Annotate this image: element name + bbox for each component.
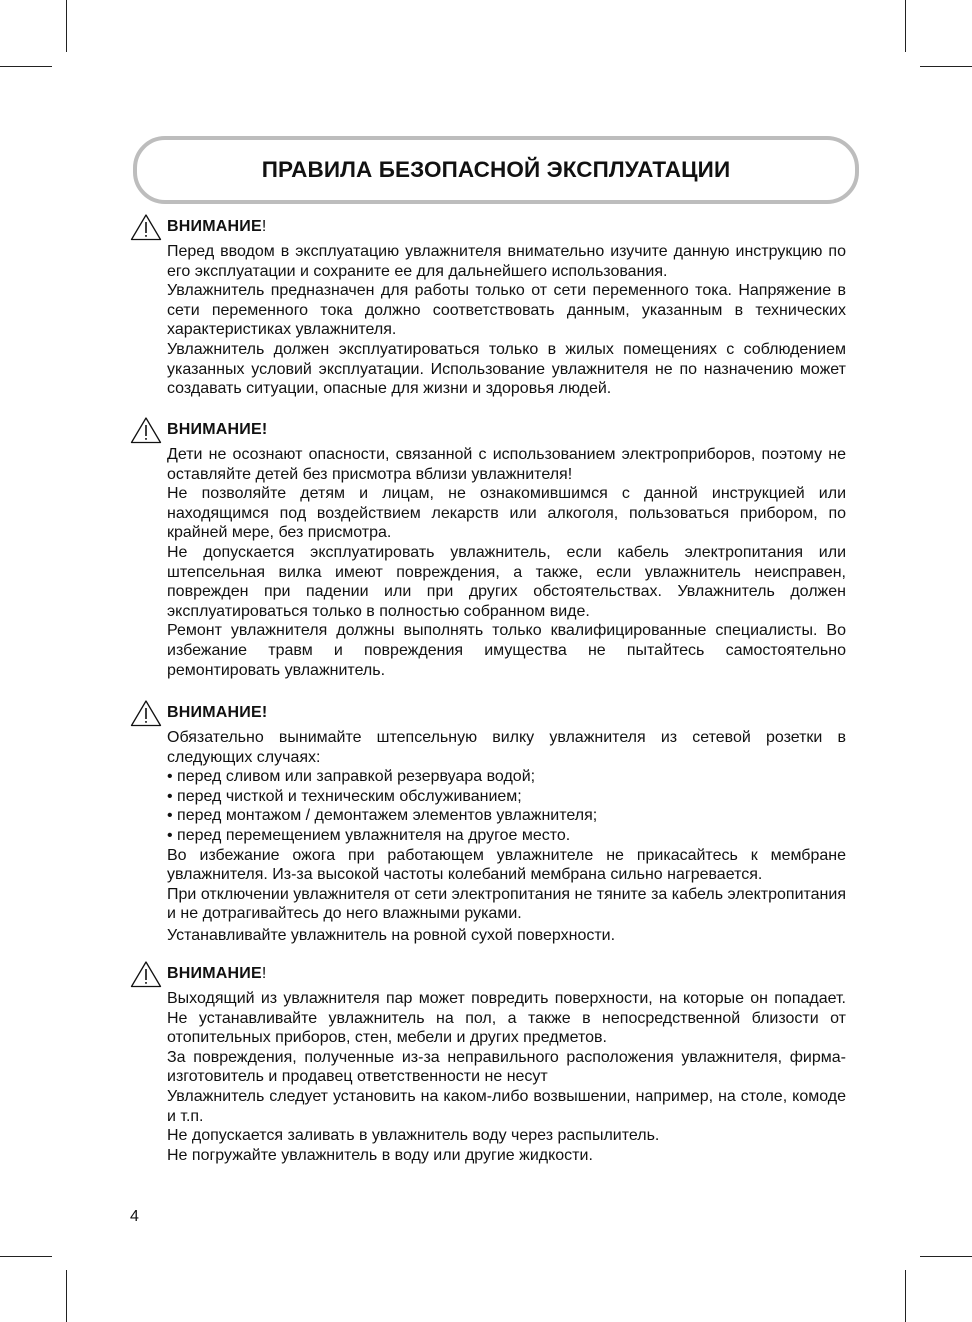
paragraph: За повреждения, полученные из-за неправильного расположения увлажнителя, фирма-изготовитель и продавец ответственности не несут xyxy=(167,1048,846,1086)
warning-body xyxy=(167,445,846,680)
crop-mark xyxy=(0,66,52,67)
crop-mark xyxy=(920,1256,972,1257)
warning-triangle-icon xyxy=(130,960,162,988)
warning-triangle-icon xyxy=(130,213,162,241)
list-item: • перед сливом или заправкой резервуара водой; xyxy=(167,768,536,786)
page-title-box xyxy=(133,136,859,204)
warning-header xyxy=(130,215,846,241)
warning-label: ВНИМАНИЕ! xyxy=(167,218,267,235)
paragraph: Не допускается заливать в увлажнитель воду через распылитель. xyxy=(167,1127,660,1145)
paragraph: Дети не осознают опасности, связанной с использованием электроприборов, поэтому не оставляйте детей без присмотра вблизи увлажнителя! xyxy=(167,446,846,483)
warning-body xyxy=(167,242,846,399)
warning-section-2 xyxy=(130,418,846,680)
paragraph: Перед вводом в эксплуатацию увлажнителя внимательно изучите данную инструкцию по его эксплуатации и сохраните ее для дальнейшего использования. xyxy=(167,243,846,280)
crop-mark xyxy=(920,66,972,67)
warning-triangle-icon xyxy=(130,699,162,727)
paragraph: Увлажнитель предназначен для работы только от сети переменного тока. Напряжение в сети переменного тока должно соответствовать данным, указанным в технических характеристиках увлажнителя. xyxy=(167,282,846,339)
warning-triangle-icon xyxy=(130,416,162,444)
paragraph: Не позволяйте детям и лицам, не ознакомившимся с данной инструкцией или находящимся под воздействием лекарств или алкоголя, пользоваться прибором, по крайней мере, без присмотра. xyxy=(167,485,846,542)
crop-mark xyxy=(905,1270,906,1322)
warning-header xyxy=(130,701,846,727)
list-item: • перед чисткой и техническим обслуживанием; xyxy=(167,787,522,805)
paragraph: Не погружайте увлажнитель в воду или другие жидкости. xyxy=(167,1146,593,1164)
crop-mark xyxy=(905,0,906,52)
list-item: • перед перемещением увлажнителя на другое место. xyxy=(167,826,571,844)
paragraph: Во избежание ожога при работающем увлажнителе не прикасайтесь к мембране увлажнителя. Из-за высокой частоты колебаний мембрана сильно нагревается. xyxy=(167,846,846,884)
list-item: • перед монтажом / демонтажем элементов увлажнителя; xyxy=(167,807,598,825)
paragraph: Не допускается эксплуатировать увлажнитель, если кабель электропитания или штепсельная вилка имеют повреждения, а также, если увлажнитель неисправен, поврежден при падении или при других обстоятельствах. Увлажнитель должен эксплуатироваться только в полностью собранном виде. xyxy=(167,543,846,620)
warning-body xyxy=(167,728,846,946)
paragraph: Увлажнитель следует установить на каком-либо возвышении, например, на столе, комоде и т.п. xyxy=(167,1087,846,1125)
warning-section-1 xyxy=(130,215,846,399)
warning-body xyxy=(167,989,846,1165)
paragraph: Выходящий из увлажнителя пар может повредить поверхности, на которые он попадает. Не устанавливайте увлажнитель на пол, а также в непосредственной близости от отопительных приборов, стен, мебели и других предметов. xyxy=(167,990,846,1047)
warning-label: ВНИМАНИЕ! xyxy=(167,421,268,438)
warning-label: ВНИМАНИЕ! xyxy=(167,965,267,982)
warning-section-3 xyxy=(130,701,846,946)
warning-header xyxy=(130,962,846,988)
crop-mark xyxy=(0,1256,52,1257)
paragraph: Ремонт увлажнителя должны выполнять только квалифицированные специалисты. Во избежание травм и повреждения имущества не пытайтесь самостоятельно ремонтировать увлажнитель. xyxy=(167,622,846,679)
crop-mark xyxy=(66,1270,67,1322)
warning-header xyxy=(130,418,846,444)
paragraph: Увлажнитель должен эксплуатироваться только в жилых помещениях с соблюдением указанных условий эксплуатации. Использование увлажнителя не по назначению может создавать ситуации, опасные для жизни и здоровья людей. xyxy=(167,340,846,398)
page-title: ПРАВИЛА БЕЗОПАСНОЙ ЭКСПЛУАТАЦИИ xyxy=(261,157,731,182)
crop-mark xyxy=(66,0,67,52)
warning-section-4 xyxy=(130,962,846,1165)
paragraph: Обязательно вынимайте штепсельную вилку увлажнителя из сетевой розетки в следующих случаях: xyxy=(167,729,846,766)
paragraph: При отключении увлажнителя от сети электропитания не тяните за кабель электропитания и не дотрагивайтесь до него влажными руками. xyxy=(167,885,846,923)
warning-label: ВНИМАНИЕ! xyxy=(167,704,268,721)
paragraph: Устанавливайте увлажнитель на ровной сухой поверхности. xyxy=(167,926,616,944)
page-number: 4 xyxy=(130,1208,139,1225)
